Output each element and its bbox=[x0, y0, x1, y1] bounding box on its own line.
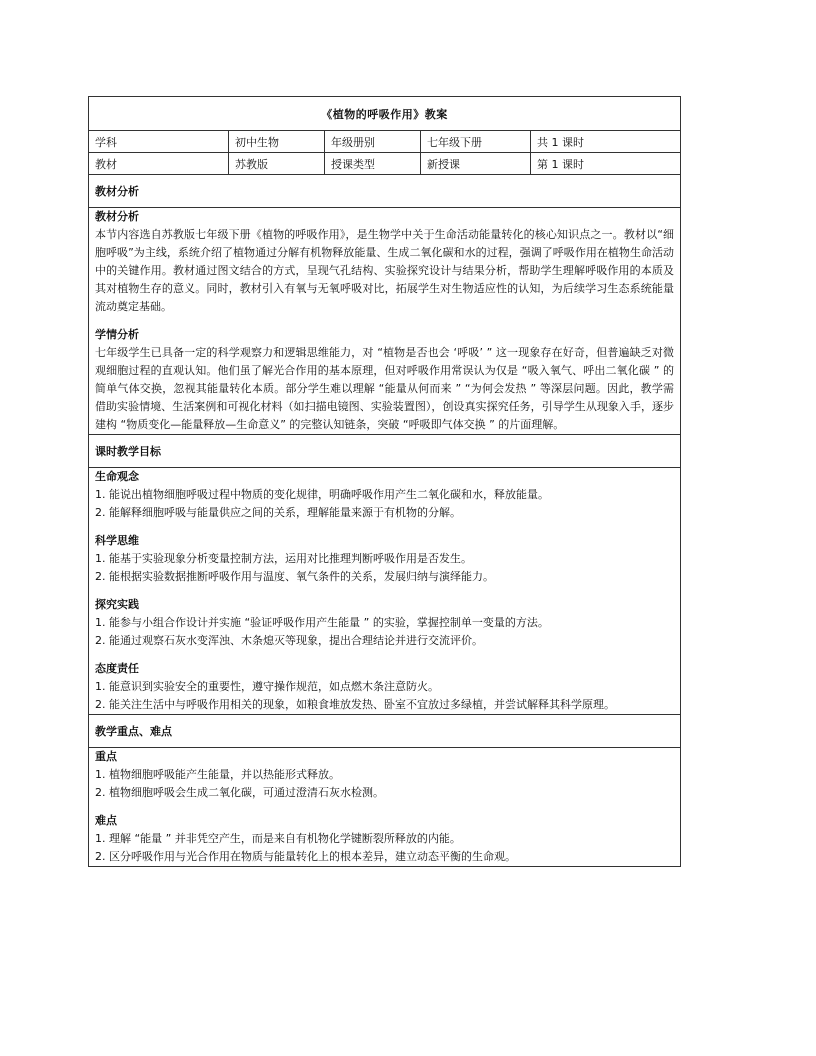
focus-heading: 教学重点、难点 bbox=[89, 715, 681, 748]
goal-subheading-scientific-thinking: 科学思维 bbox=[95, 534, 139, 547]
goal-item: 1. 能说出植物细胞呼吸过程中物质的变化规律，明确呼吸作用产生二氧化碳和水，释放能量。 bbox=[95, 488, 549, 501]
analysis-body-row bbox=[89, 208, 681, 435]
difficult-point-item: 2. 区分呼吸作用与光合作用在物质与能量转化上的根本差异，建立动态平衡的生命观。 bbox=[95, 850, 516, 863]
analysis-heading-row bbox=[89, 175, 681, 208]
goal-item: 2. 能根据实验数据推断呼吸作用与温度、氧气条件的关系，发展归纳与演绎能力。 bbox=[95, 570, 494, 583]
student-analysis-text: 七年级学生已具备一定的科学观察力和逻辑思维能力，对 “植物是否也会 ‘呼吸’ ” 这一现象存在好奇，但普遍缺乏对微观细胞过程的直观认知。他们虽了解光合作用的基本原理，但对呼吸作用常误认为仅是 “吸入氧气、呼出二氧化碳 ” 的简单气体交换，忽视其能量转化本质。部分学生难以理解 “能量从何而来 ” “为何会发热 ” 等深层问题。因此，教学需借助实验情境、生活案例和可视化材料（如扫描电镜图、实验装置图），创设真实探究任务，引导学生从现象入手，逐步建构 “物质变化—能量释放—生命意义” 的完整认知链条，突破 “呼吸即气体交换 ” 的片面理解。 bbox=[95, 346, 675, 431]
textbook-value: 苏教版 bbox=[229, 153, 325, 175]
key-point-item: 1. 植物细胞呼吸能产生能量，并以热能形式释放。 bbox=[95, 768, 340, 781]
textbook-analysis-text: 本节内容选自苏教版七年级下册《植物的呼吸作用》，是生物学中关于生命活动能量转化的核心知识点之一。教材以“细胞呼吸”为主线，系统介绍了植物通过分解有机物释放能量、生成二氧化碳和水的过程，强调了呼吸作用在植物生命活动中的关键作用。教材通过图文结合的方式，呈现气孔结构、实验探究设计与结果分析，帮助学生理解呼吸作用的本质及其对植物生存的意义。同时，教材引入有氧与无氧呼吸对比，拓展学生对生物适应性的认知，为后续学习生态系统能量流动奠定基础。 bbox=[95, 228, 675, 313]
goal-item: 1. 能参与小组合作设计并实施 “验证呼吸作用产生能量 ” 的实验，掌握控制单一变量的方法。 bbox=[95, 616, 549, 629]
focus-heading-row bbox=[89, 715, 681, 748]
focus-body-row bbox=[89, 748, 681, 867]
goal-subheading-attitude-responsibility: 态度责任 bbox=[95, 662, 139, 675]
difficult-point-item: 1. 理解 “能量 ” 并非凭空产生，而是来自有机物化学键断裂所释放的内能。 bbox=[95, 832, 461, 845]
goal-subheading-life-concept: 生命观念 bbox=[95, 470, 139, 483]
total-periods: 共 1 课时 bbox=[531, 131, 681, 153]
goal-item: 2. 能关注生活中与呼吸作用相关的现象，如粮食堆放发热、卧室不宜放过多绿植，并尝试解释其科学原理。 bbox=[95, 698, 615, 711]
key-points-subheading: 重点 bbox=[95, 750, 117, 763]
goal-item: 2. 能通过观察石灰水变浑浊、木条熄灭等现象，提出合理结论并进行交流评价。 bbox=[95, 634, 483, 647]
info-row-textbook bbox=[89, 153, 681, 175]
student-analysis-subheading: 学情分析 bbox=[95, 328, 139, 341]
goals-heading: 课时教学目标 bbox=[89, 435, 681, 468]
lesson-type-value: 新授课 bbox=[421, 153, 531, 175]
info-row-subject bbox=[89, 131, 681, 153]
lesson-type-label: 授课类型 bbox=[325, 153, 421, 175]
key-point-item: 2. 植物细胞呼吸会生成二氧化碳，可通过澄清石灰水检测。 bbox=[95, 786, 384, 799]
subject-label: 学科 bbox=[89, 131, 229, 153]
grade-label: 年级册别 bbox=[325, 131, 421, 153]
goal-item: 1. 能意识到实验安全的重要性，遵守操作规范，如点燃木条注意防火。 bbox=[95, 680, 439, 693]
grade-value: 七年级下册 bbox=[421, 131, 531, 153]
goals-heading-row bbox=[89, 435, 681, 468]
textbook-label: 教材 bbox=[89, 153, 229, 175]
goal-subheading-inquiry-practice: 探究实践 bbox=[95, 598, 139, 611]
subject-value: 初中生物 bbox=[229, 131, 325, 153]
difficult-points-subheading: 难点 bbox=[95, 814, 117, 827]
title-row bbox=[89, 97, 681, 131]
goal-item: 2. 能解释细胞呼吸与能量供应之间的关系，理解能量来源于有机物的分解。 bbox=[95, 506, 461, 519]
lesson-plan-table bbox=[88, 96, 681, 867]
current-period: 第 1 课时 bbox=[531, 153, 681, 175]
textbook-analysis-subheading: 教材分析 bbox=[95, 210, 139, 223]
goals-body-row bbox=[89, 468, 681, 715]
goal-item: 1. 能基于实验现象分析变量控制方法，运用对比推理判断呼吸作用是否发生。 bbox=[95, 552, 472, 565]
lesson-plan-page bbox=[88, 96, 680, 867]
document-title: 《植物的呼吸作用》教案 bbox=[89, 97, 681, 131]
analysis-heading: 教材分析 bbox=[89, 175, 681, 208]
